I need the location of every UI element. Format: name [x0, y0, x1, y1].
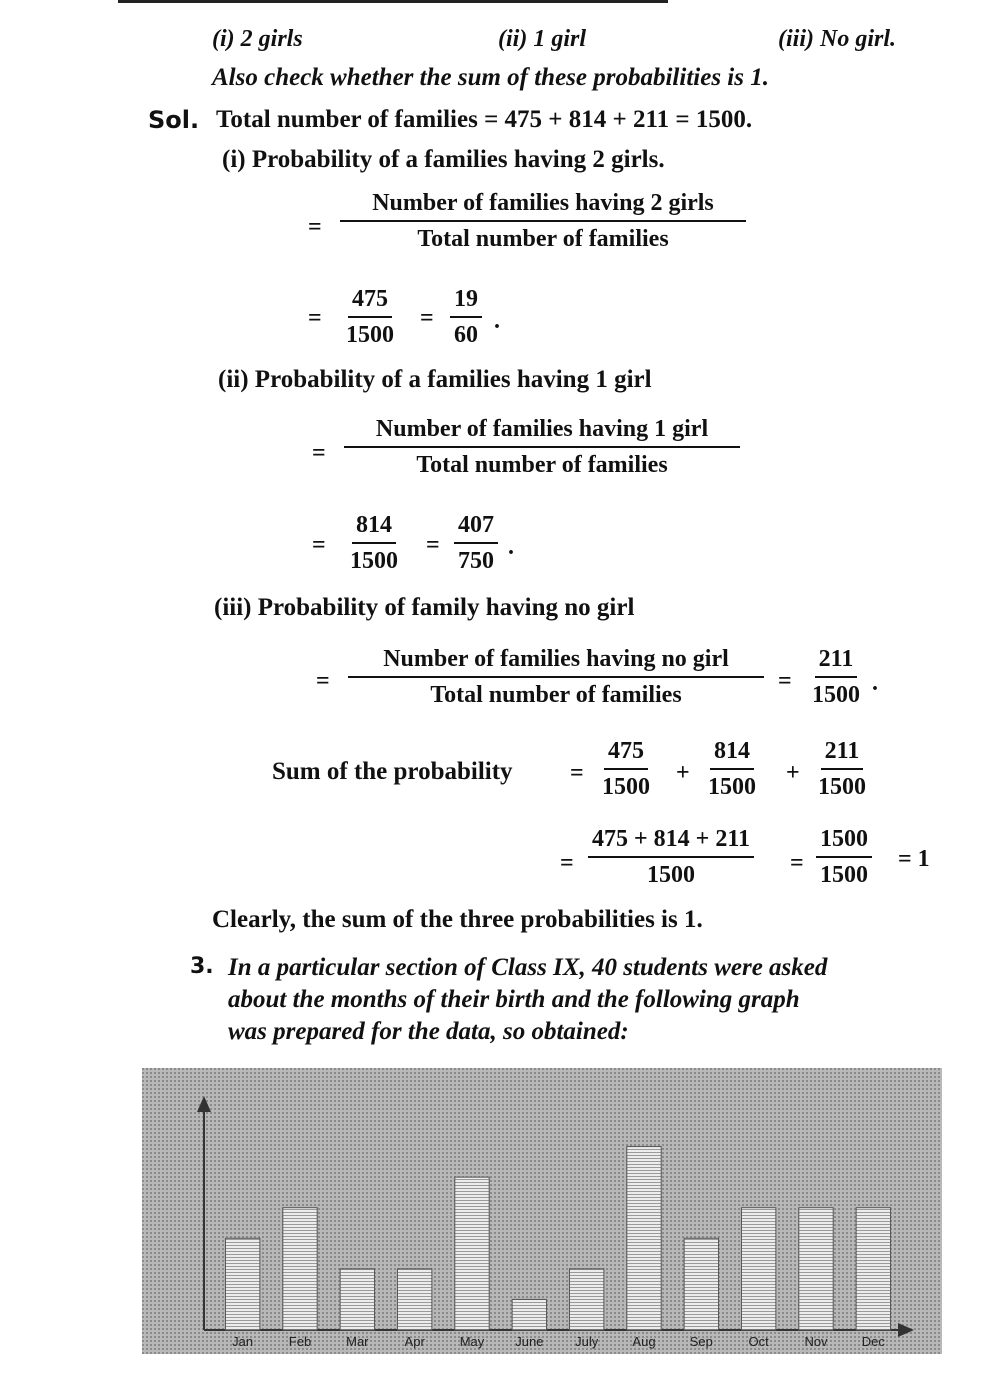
- numerator: 814: [352, 512, 396, 544]
- denominator: 1500: [647, 862, 696, 889]
- numerator: 407: [454, 512, 498, 544]
- part-iii-heading: (iii) Probability of family having no girl: [214, 594, 635, 621]
- sum-term-3: [814, 738, 870, 801]
- month-label-oct: Oct: [748, 1334, 769, 1349]
- conclusion-line: Clearly, the sum of the three probabilities is 1.: [212, 906, 703, 933]
- denominator: 1500: [708, 774, 756, 801]
- month-label-nov: Nov: [804, 1334, 828, 1349]
- sum-combined: [588, 826, 754, 889]
- solution-label: Sol.: [148, 106, 200, 134]
- month-label-sep: Sep: [689, 1334, 713, 1349]
- part-i-heading: (i) Probability of a families having 2 girls.: [222, 146, 665, 173]
- part-iii-formula: [348, 646, 764, 709]
- sum-result: = 1: [898, 846, 930, 872]
- denominator: 1500: [602, 774, 650, 801]
- bar-mar: [340, 1269, 374, 1330]
- denominator: 60: [454, 322, 478, 349]
- period: .: [494, 308, 500, 334]
- denominator: 750: [458, 548, 494, 575]
- formula-numerator: Number of families having 1 girl: [344, 416, 740, 448]
- denominator: 1500: [818, 774, 866, 801]
- equals-sign: =: [778, 668, 792, 694]
- month-label-dec: Dec: [861, 1334, 885, 1349]
- bar-oct: [741, 1208, 775, 1330]
- formula-denominator: Total number of families: [417, 226, 669, 253]
- bar-aug: [627, 1147, 661, 1330]
- month-label-aug: Aug: [632, 1334, 656, 1349]
- denominator: 1500: [820, 862, 868, 889]
- equals-sign: =: [312, 532, 326, 558]
- formula-denominator: Total number of families: [416, 452, 668, 479]
- equals-sign: =: [420, 305, 434, 331]
- bar-june: [512, 1299, 546, 1330]
- bar-dec: [856, 1208, 890, 1330]
- bar-chart-svg: [142, 1068, 942, 1354]
- equals-sign: =: [308, 214, 322, 240]
- bar-jan: [225, 1238, 259, 1330]
- question-line-3: was prepared for the data, so obtained:: [228, 1018, 629, 1045]
- bar-apr: [397, 1269, 431, 1330]
- sum-ratio: [816, 826, 872, 889]
- bar-may: [455, 1177, 489, 1330]
- part-i-fraction-1: [342, 286, 398, 349]
- bar-sep: [684, 1238, 718, 1330]
- equals-sign: =: [570, 760, 584, 786]
- option-two-girls: (i) 2 girls: [212, 26, 303, 52]
- option-one-girl: (ii) 1 girl: [498, 26, 586, 52]
- equals-sign: =: [308, 305, 322, 331]
- month-label-mar: Mar: [346, 1334, 369, 1349]
- month-label-feb: Feb: [288, 1334, 312, 1349]
- equals-sign: =: [790, 850, 804, 876]
- part-ii-heading: (ii) Probability of a families having 1 girl: [218, 366, 652, 393]
- numerator: 1500: [816, 826, 872, 858]
- period: .: [508, 534, 514, 560]
- numerator: 19: [450, 286, 482, 318]
- numerator: 211: [815, 646, 858, 678]
- part-iii-fraction: [808, 646, 864, 709]
- denominator: 1500: [350, 548, 398, 575]
- sum-label: Sum of the probability: [272, 758, 513, 785]
- birth-month-bar-chart: [142, 1068, 942, 1354]
- equals-sign: =: [316, 668, 330, 694]
- equals-sign: =: [312, 440, 326, 466]
- bar-feb: [283, 1208, 317, 1330]
- numerator: 814: [710, 738, 754, 770]
- part-i-formula: [340, 190, 746, 253]
- numerator: 475 + 814 + 211: [588, 826, 754, 858]
- equals-sign: =: [560, 850, 574, 876]
- total-families-line: Total number of families = 475 + 814 + 211 = 1500.: [216, 106, 753, 133]
- option-no-girl: (iii) No girl.: [778, 26, 896, 52]
- check-instruction: Also check whether the sum of these probabilities is 1.: [212, 64, 769, 91]
- bar-nov: [799, 1208, 833, 1330]
- numerator: 475: [348, 286, 392, 318]
- question-number: 3.: [190, 954, 214, 979]
- plus-sign: +: [676, 760, 690, 786]
- denominator: 1500: [812, 682, 860, 709]
- formula-numerator: Number of families having no girl: [348, 646, 764, 678]
- part-ii-formula: [344, 416, 740, 479]
- equals-sign: =: [426, 532, 440, 558]
- month-label-may: May: [459, 1334, 485, 1349]
- period: .: [872, 670, 878, 696]
- month-label-july: July: [575, 1334, 599, 1349]
- formula-numerator: Number of families having 2 girls: [340, 190, 746, 222]
- denominator: 1500: [346, 322, 394, 349]
- question-line-1: In a particular section of Class IX, 40 students were asked: [228, 954, 828, 981]
- part-ii-fraction-1: [346, 512, 402, 575]
- formula-denominator: Total number of families: [430, 682, 682, 709]
- month-label-jan: Jan: [232, 1334, 254, 1349]
- sum-term-1: [598, 738, 654, 801]
- part-i-fraction-2: [450, 286, 482, 349]
- top-rule: [118, 0, 668, 3]
- bar-july: [569, 1269, 603, 1330]
- month-label-june: June: [515, 1334, 544, 1349]
- numerator: 211: [821, 738, 864, 770]
- plus-sign: +: [786, 760, 800, 786]
- month-label-apr: Apr: [404, 1334, 425, 1349]
- question-line-2: about the months of their birth and the following graph: [228, 986, 800, 1013]
- numerator: 475: [604, 738, 648, 770]
- part-ii-fraction-2: [454, 512, 498, 575]
- sum-term-2: [704, 738, 760, 801]
